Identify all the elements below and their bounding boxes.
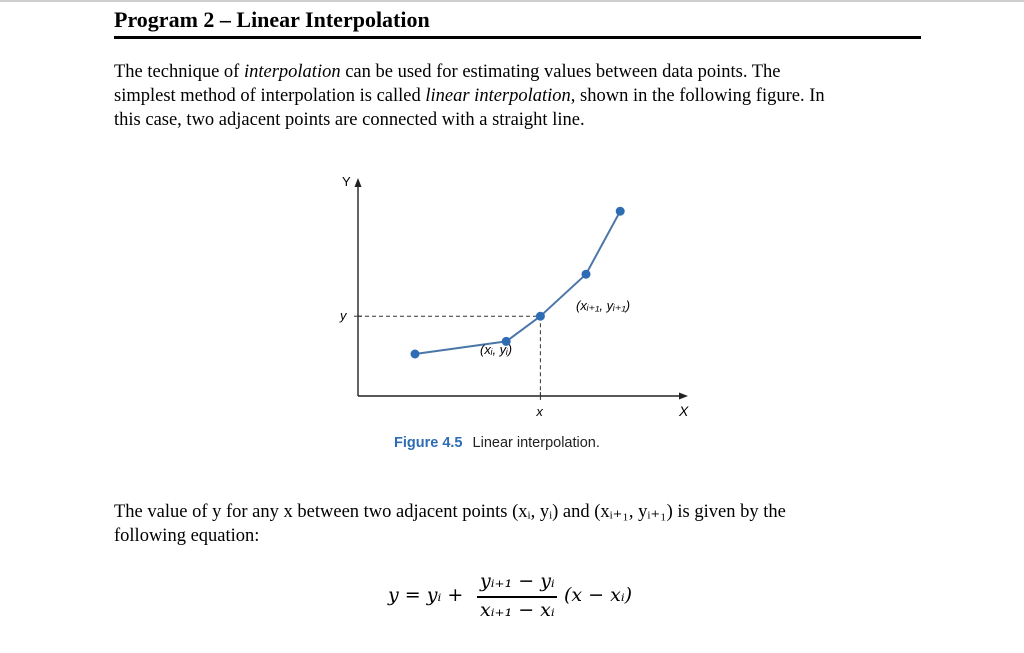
- intro-line-2: simplest method of interpolation is called linear interpolation, shown in the following figure. In: [114, 86, 825, 106]
- fraction-bar: [477, 596, 557, 598]
- x-marker-label: x: [536, 404, 543, 419]
- x-axis-arrow: [679, 393, 688, 400]
- series-segment-2: [506, 316, 540, 341]
- data-series: [411, 207, 625, 359]
- equation-intro-paragraph: [114, 500, 922, 548]
- term-interpolation: interpolation: [243, 62, 341, 82]
- interpolation-equation: [388, 566, 668, 626]
- series-segment-4: [586, 211, 620, 274]
- caption-text: Linear interpolation.: [472, 435, 600, 451]
- equation-denominator: xᵢ₊₁ − xᵢ: [480, 599, 555, 621]
- top-rule: [0, 0, 1024, 2]
- interpolation-guides: [339, 308, 543, 419]
- figure-caption: [394, 435, 600, 451]
- caption-number: Figure 4.5: [394, 435, 463, 451]
- y-axis-label: Y: [342, 174, 351, 189]
- body2-line-1: The value of y for any x between two adjacent points (xᵢ, yᵢ) and (xᵢ₊₁, yᵢ₊₁) is given by the: [114, 502, 786, 522]
- data-point-3: [536, 312, 545, 321]
- data-point-1: [411, 350, 420, 359]
- intro-line-1: The technique of interpolation can be used for estimating values between data points. The: [114, 62, 781, 82]
- axes: [342, 174, 689, 419]
- intro-line-3: this case, two adjacent points are connected with a straight line.: [114, 110, 585, 130]
- body2-line-2: following equation:: [114, 526, 260, 546]
- y-marker-label: y: [340, 308, 347, 324]
- term-linear-interpolation: linear interpolation: [425, 86, 571, 106]
- page-title: Program 2 – Linear Interpolation: [114, 7, 430, 32]
- intro-paragraph: [114, 60, 922, 132]
- point-label-i-plus-1: (xᵢ₊₁, yᵢ₊₁): [576, 298, 631, 313]
- equation-rhs: (x − xᵢ): [564, 584, 633, 606]
- data-point-5: [616, 207, 625, 216]
- y-axis-arrow: [355, 178, 362, 187]
- title-underline: [114, 36, 921, 39]
- data-point-4: [582, 270, 591, 279]
- figure-linear-interpolation: [330, 170, 710, 460]
- equation-numerator: yᵢ₊₁ − yᵢ: [480, 570, 555, 592]
- point-label-i: (xᵢ, yᵢ): [480, 342, 513, 357]
- x-axis-label: X: [679, 403, 689, 419]
- equation-lhs: y = yᵢ +: [388, 584, 464, 606]
